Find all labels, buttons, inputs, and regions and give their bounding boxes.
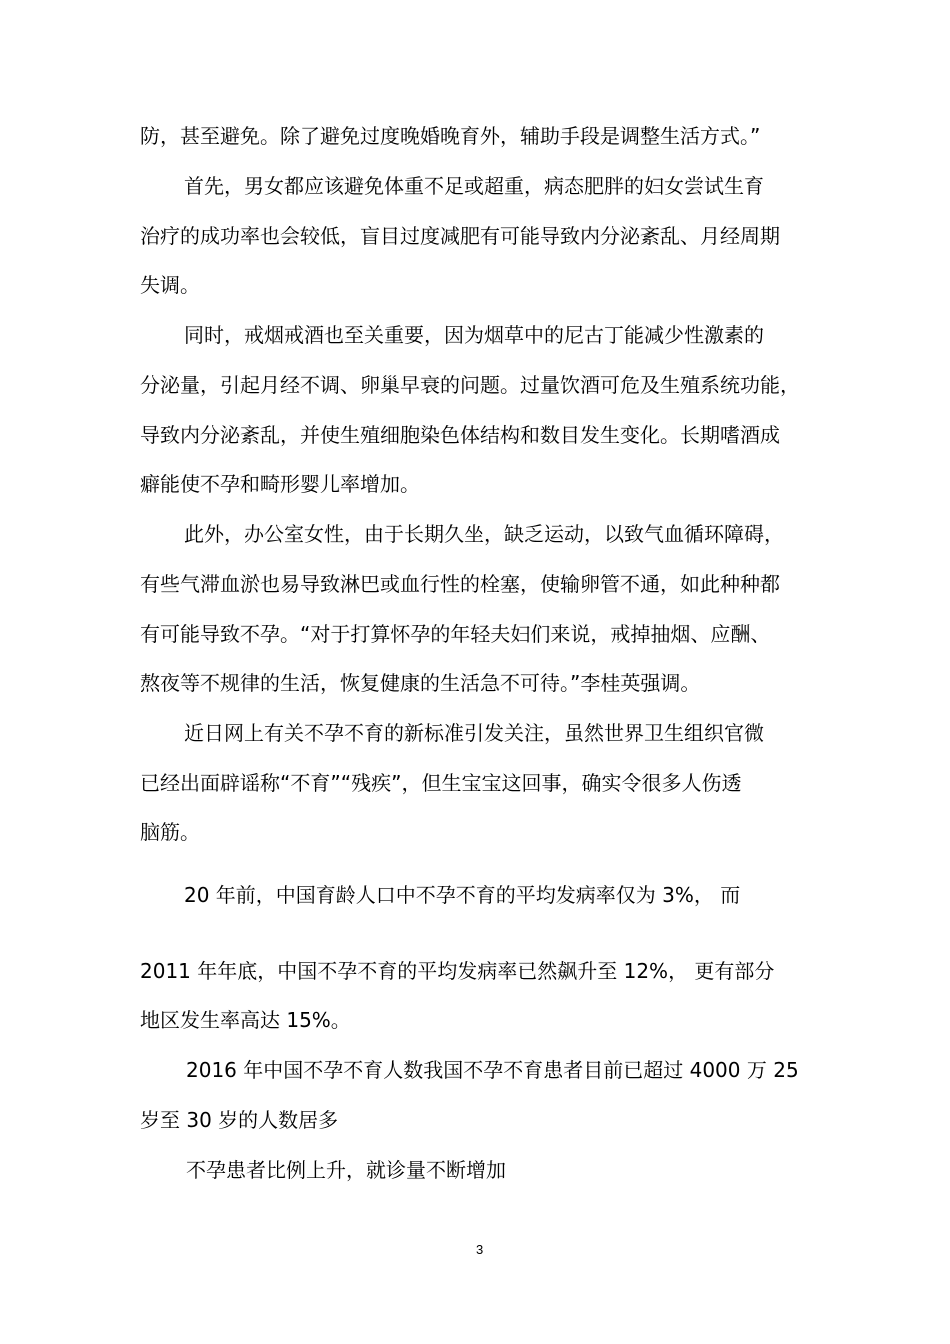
text-line: 分泌量，引起月经不调、卵巢早衰的问题。过量饮酒可危及生殖系统功能，	[140, 373, 800, 397]
text-line: 有可能导致不孕。“对于打算怀孕的年轻夫妇们来说，戒掉抽烟、应酬、	[140, 622, 771, 646]
page-number: 3	[476, 1242, 484, 1257]
text-line: 脑筋。	[140, 820, 200, 844]
text-line: 防，甚至避免。除了避免过度晚婚晚育外，辅助手段是调整生活方式。”	[140, 124, 761, 148]
text-line: 导致内分泌紊乱，并使生殖细胞染色体结构和数目发生变化。长期嗜酒成	[140, 423, 780, 447]
text-line: 癖能使不孕和畸形婴儿率增加。	[140, 472, 420, 496]
text-line: 近日网上有关不孕不育的新标准引发关注，虽然世界卫生组织官微	[184, 721, 764, 745]
text-line: 熬夜等不规律的生活，恢复健康的生活急不可待。”李桂英强调。	[140, 671, 701, 695]
text-line: 2016 年中国不孕不育人数我国不孕不育患者目前已超过 4000 万 25	[186, 1058, 799, 1082]
text-line: 此外，办公室女性，由于长期久坐，缺乏运动，以致气血循环障碍，	[184, 522, 784, 546]
text-line: 有些气滞血淤也易导致淋巴或血行性的栓塞，使输卵管不通，如此种种都	[140, 572, 780, 596]
text-line: 岁至 30 岁的人数居多	[140, 1108, 339, 1132]
text-line: 已经出面辟谣称“不育”“残疾”，但生宝宝这回事，确实令很多人伤透	[140, 771, 742, 795]
text-line: 失调。	[140, 273, 200, 297]
text-line: 20 年前，中国育龄人口中不孕不育的平均发病率仅为 3%， 而	[184, 883, 741, 907]
text-line: 同时，戒烟戒酒也至关重要，因为烟草中的尼古丁能减少性激素的	[184, 323, 764, 347]
text-line: 地区发生率高达 15%。	[140, 1008, 351, 1032]
text-line: 治疗的成功率也会较低，盲目过度减肥有可能导致内分泌紊乱、月经周期	[140, 224, 780, 248]
text-line: 不孕患者比例上升，就诊量不断增加	[186, 1158, 506, 1182]
text-line: 首先，男女都应该避免体重不足或超重，病态肥胖的妇女尝试生育	[184, 174, 764, 198]
text-line: 2011 年年底，中国不孕不育的平均发病率已然飙升至 12%， 更有部分	[140, 959, 775, 983]
